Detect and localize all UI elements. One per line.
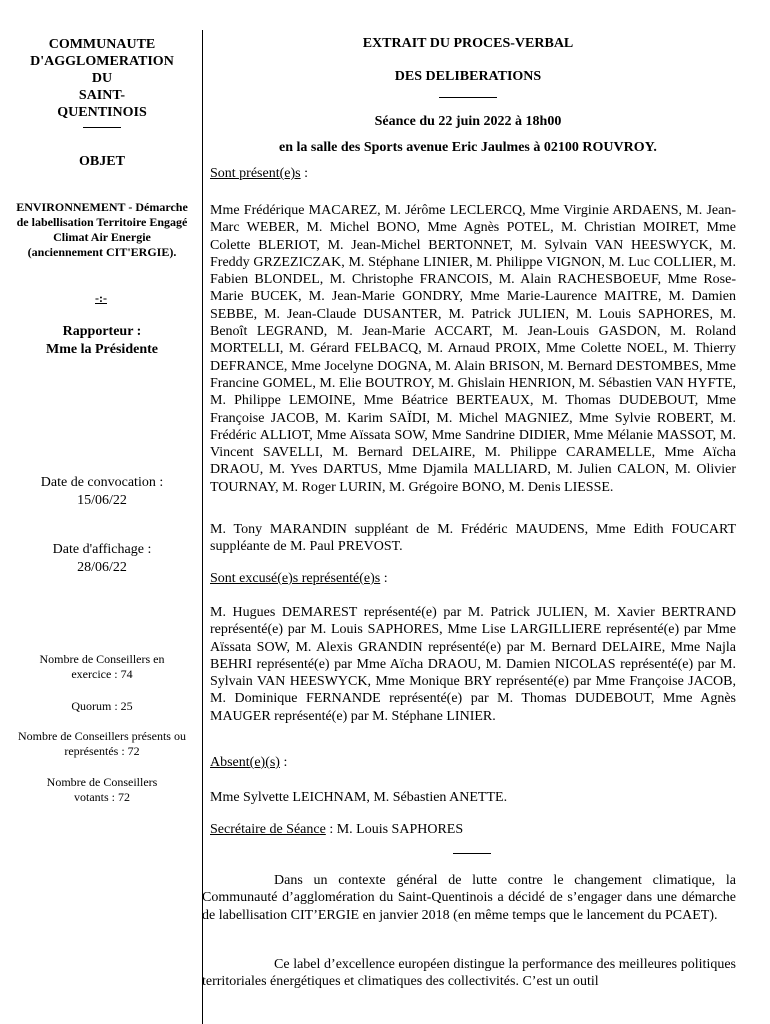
- quorum-count: Quorum : 25: [71, 699, 133, 713]
- convocation-date: 15/06/22: [77, 493, 127, 508]
- secretaire-line: Secrétaire de Séance : M. Louis SAPHORES: [210, 822, 464, 837]
- convocation-label: Date de convocation :: [40, 475, 164, 490]
- presents-count: Nombre de Conseillers présents ou représentés : 72: [18, 729, 186, 758]
- doc-subtitle: DES DELIBERATIONS: [394, 69, 542, 84]
- commune-line: D'AGGLOMERATION: [30, 54, 174, 69]
- secretaire-name: M. Louis SAPHORES: [336, 822, 464, 837]
- title-rule: [439, 97, 497, 98]
- excuses-list: M. Hugues DEMAREST représenté(e) par M. Patrick JULIEN, M. Xavier BERTRAND représenté(e) par M. Louis SAPHORES, Mme Lise LARGILLIERE représenté(e) par Mme Aïssata SOW, M. Alexis GRANDIN représenté(e) par M. Bernard DELAIRE, Mme Najla BEHRI représenté(e) par Mme Aïcha DRAOU, M. Damien NICOLAS représenté(e) par M. Sylvain VAN HEESWYCK, Mme Monique BRY représenté(e) par Mme Françoise JACOB, M. Dominique FERNANDE représenté(e) par M. Thomas DUDEBOUT, Mme Agnès MAUGER représenté(e) par M. Stéphane LINIER.: [210, 605, 736, 724]
- presents-heading: Sont présent(e)s :: [210, 166, 308, 181]
- objet-label: OBJET: [79, 154, 125, 169]
- separator-mark: -:-: [95, 291, 107, 305]
- affichage-block: [6, 541, 198, 577]
- commune-line: QUENTINOIS: [57, 105, 147, 120]
- excuses-heading: Sont excusé(e)s représenté(e)s :: [210, 571, 388, 586]
- votants-count: Nombre de Conseillers votants : 72: [46, 775, 158, 804]
- body-paragraph-1: Dans un contexte général de lutte contre le changement climatique, la Communauté d’agglomération du Saint-Quentinois a décidé de s’engager dans une démarche de labellisation CIT’ERGIE en janvier 2018 (en même temps que le lancement du PCAET).: [202, 873, 736, 923]
- affichage-date: 28/06/22: [77, 560, 127, 575]
- seance-location: en la salle des Sports avenue Eric Jaulmes à 02100 ROUVROY.: [279, 140, 657, 155]
- rapporteur-name: Mme la Présidente: [46, 342, 158, 357]
- presents-list: Mme Frédérique MACAREZ, M. Jérôme LECLERCQ, Mme Virginie ARDAENS, M. Jean-Marc WEBER, M. Michel BONO, Mme Agnès POTEL, M. Christian MOIRET, Mme Colette BLERIOT, M. Jean-Michel BERTONNET, M. Sylvain VAN HEESWYCK, M. Freddy GRZEZICZAK, M. Stéphane LINIER, M. Philippe VIGNON, M. Luc COLLIER, M. Fabien BLONDEL, M. Christophe FRANCOIS, M. Alain RACHESBOEUF, Mme Rose-Marie BUCEK, M. Jean-Marie GONDRY, Mme Marie-Laurence MAITRE, M. Damien SEBBE, M. Jean-Claude DUSANTER, M. Patrick JULIEN, M. Louis SAPHORES, M. Benoît LEGRAND, M. Jean-Marie ACCART, M. Jean-Louis GASDON, M. Roland MORTELLI, M. Gérard FELBACQ, M. Arnaud PROIX, Mme Colette NOEL, M. Thierry DEFRANCE, Mme Jocelyne DOGNA, M. Alain BRISON, M. Bernard DESTOMBES, Mme Francine GOMEL, M. Elie BOUTROY, M. Ghislain HENRION, M. Sébastien VAN HYFTE, M. Philippe LEMOINE, Mme Béatrice BERTEAUX, M. Thomas DUDEBOUT, Mme Françoise JACOB, M. Karim SAÏDI, M. Michel MAGNIEZ, Mme Sylvie ROBERT, M. Frédéric ALLIOT, Mme Aïssata SOW, Mme Sandrine DIDIER, Mme Mélanie MASSOT, M. Vincent SAVELLI, M. Bernard DELAIRE, M. Philippe CARAMELLE, Mme Aïcha DRAOU, M. Yves DARTUS, Mme Djamila MALLIARD, M. Julien CALON, M. Olivier TOURNAY, M. Roger LURIN, M. Grégoire BONO, M. Denis LIESSE.: [210, 203, 736, 495]
- subject-text: ENVIRONNEMENT - Démarche de labellisation Territoire Engagé Climat Air Energie (anciennement CIT'ERGIE).: [16, 200, 188, 259]
- exercice-count: Nombre de Conseillers en exercice : 74: [39, 652, 165, 681]
- body-paragraph-2: Ce label d’excellence européen distingue la performance des meilleures politiques territoriales énergétiques et climatiques des collectivités. C’est un outil: [202, 957, 736, 990]
- section-rule: [453, 853, 491, 854]
- commune-line: COMMUNAUTE: [48, 37, 156, 52]
- commune-heading: [18, 36, 186, 128]
- commune-rule: [83, 127, 121, 128]
- commune-line: DU: [91, 71, 113, 86]
- convocation-block: [6, 474, 198, 510]
- suppleants-list: M. Tony MARANDIN suppléant de M. Frédéric MAUDENS, Mme Edith FOUCART suppléante de M. Paul PREVOST.: [210, 522, 736, 555]
- rapporteur-label: Rapporteur :: [62, 324, 142, 339]
- absents-heading: Absent(e)(s) :: [210, 755, 288, 770]
- absents-list: Mme Sylvette LEICHNAM, M. Sébastien ANETTE.: [210, 790, 508, 805]
- seance-date: Séance du 22 juin 2022 à 18h00: [374, 114, 562, 129]
- rapporteur-block: [14, 323, 190, 359]
- commune-line: SAINT-: [78, 88, 126, 103]
- doc-title: EXTRAIT DU PROCES-VERBAL: [362, 36, 574, 51]
- affichage-label: Date d'affichage :: [52, 542, 152, 557]
